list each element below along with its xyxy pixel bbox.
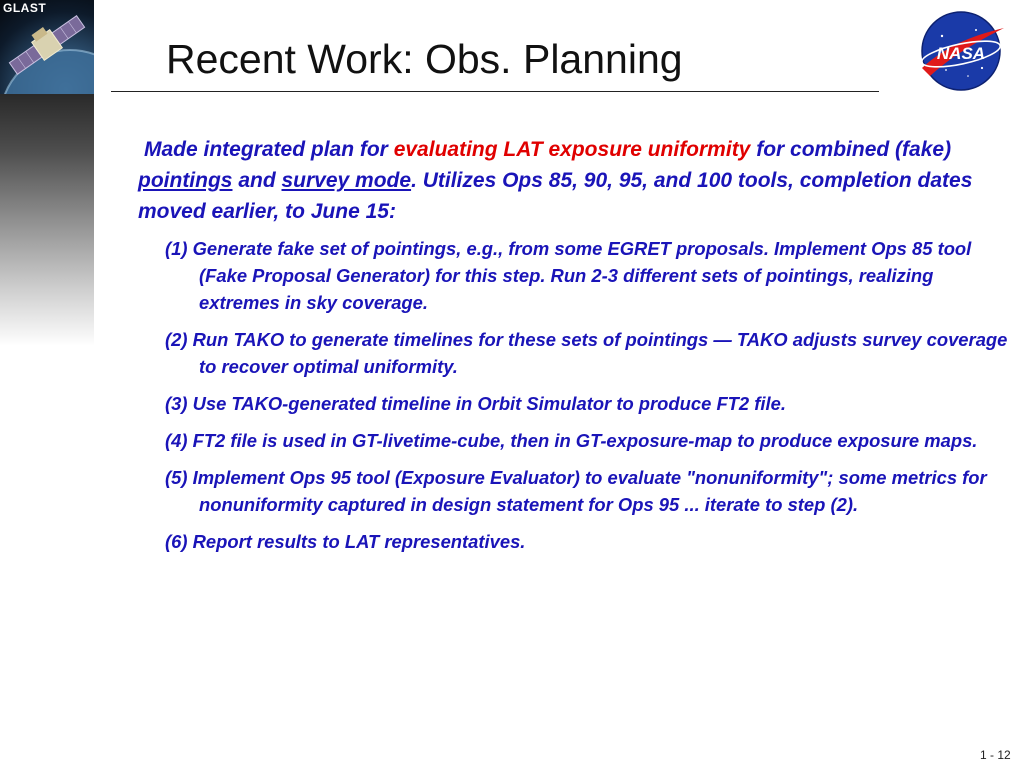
step-item: (2) Run TAKO to generate timelines for these sets of pointings — TAKO adjusts survey coverage to recover optimal uniformity. [165,329,1008,377]
intro-text-2: for combined (fake) [750,138,952,161]
steps-list [165,235,1008,555]
step-item: (1) Generate fake set of pointings, e.g., from some EGRET proposals. Implement Ops 85 tool (Fake Proposal Generator) for this step. Run 2-3 different sets of pointings, realizing extremes in sky coverage. [165,238,972,313]
intro-paragraph [138,134,1008,227]
title-divider [111,91,879,92]
page-number: 1 - 12 [980,748,1011,762]
nasa-meatball-icon [916,6,1006,96]
slide-title: Recent Work: Obs. Planning [166,36,683,82]
step-item: (6) Report results to LAT representatives. [165,531,526,552]
glast-logo-text: GLAST [3,1,47,15]
pointings-link[interactable]: pointings [138,169,233,192]
survey-mode-link[interactable]: survey mode [281,169,412,192]
step-item: (3) Use TAKO-generated timeline in Orbit Simulator to produce FT2 file. [165,393,786,414]
slide-body [138,134,1008,565]
nasa-logo [916,6,1006,96]
step-item: (4) FT2 file is used in GT-livetime-cube, then in GT-exposure-map to produce exposure maps. [165,430,978,451]
intro-text-4: . Utilizes Ops 85, 90, 95, and 100 tools, completion dates moved earlier, to June 15: [138,169,973,223]
nasa-logo-text: NASA [936,44,986,63]
glast-logo [0,0,94,94]
intro-text-3: and [232,169,282,192]
intro-highlight: evaluating LAT exposure uniformity [393,138,751,161]
intro-text-1: Made integrated plan for [144,138,394,161]
step-item: (5) Implement Ops 95 tool (Exposure Evaluator) to evaluate "nonuniformity"; some metrics for nonuniformity captured in design statement for Ops 95 ... iterate to step (2). [165,467,987,515]
